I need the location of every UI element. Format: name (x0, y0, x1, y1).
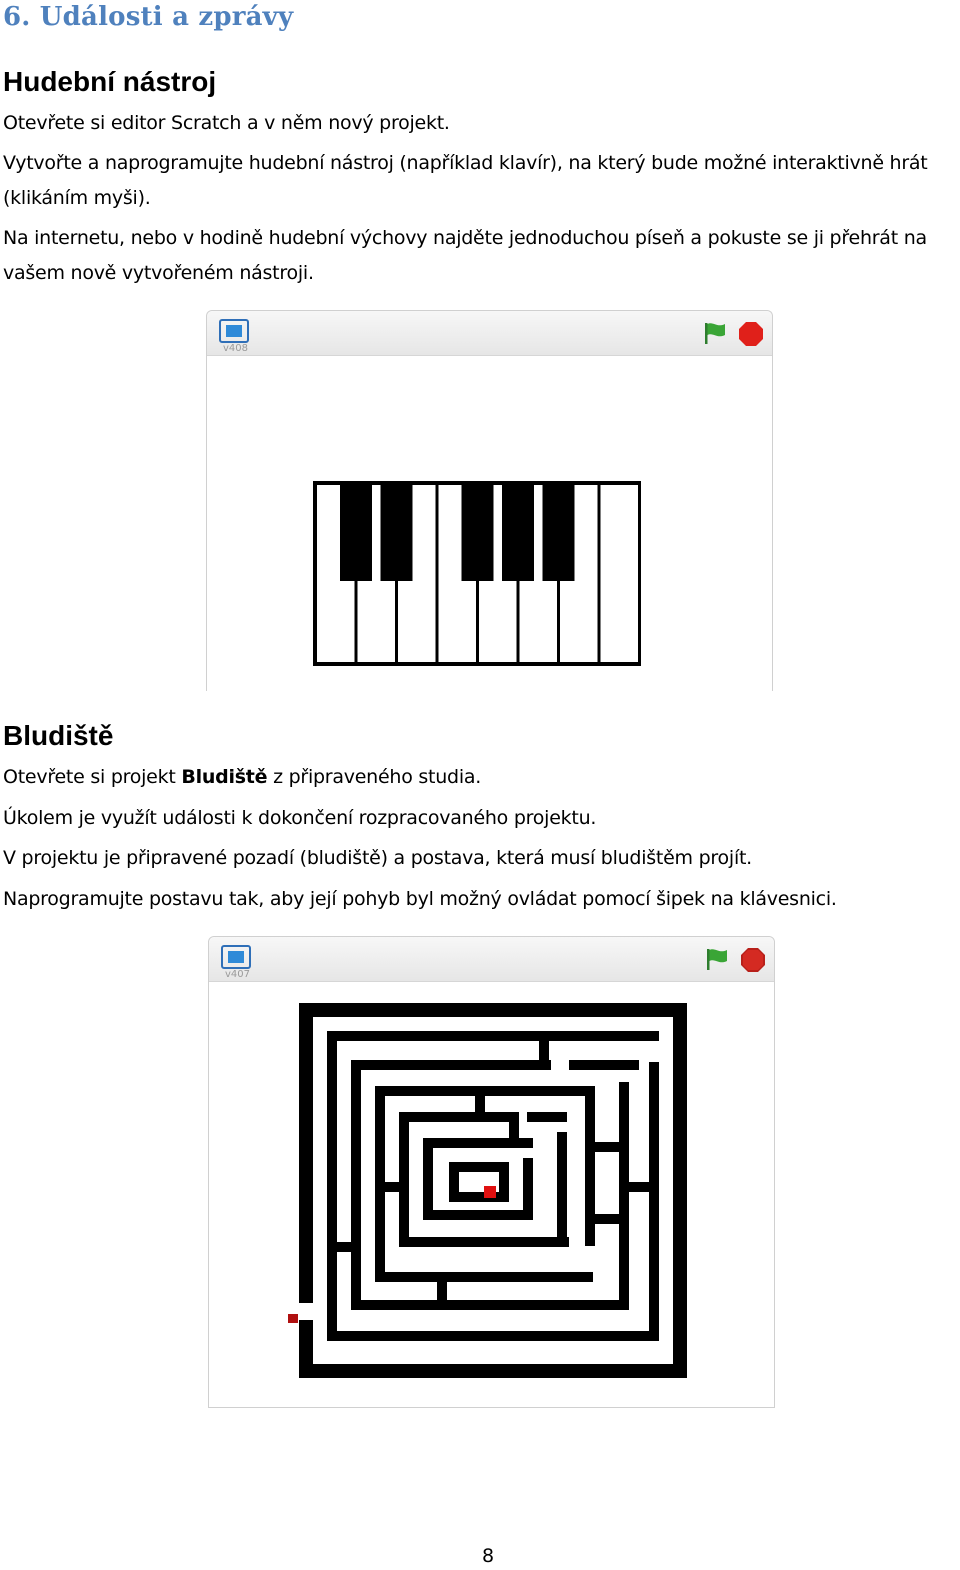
stage-canvas (209, 982, 774, 1407)
green-flag-icon[interactable] (701, 320, 729, 346)
black-key[interactable] (502, 485, 534, 581)
paragraph: Úkolem je využít události k dokončení rozpracovaného projektu. (3, 807, 597, 829)
black-key[interactable] (543, 485, 575, 581)
paragraph: Naprogramujte postavu tak, aby její pohyb byl možný ovládat pomocí šipek na klávesnici. (3, 888, 837, 910)
stage-toolbar (207, 311, 772, 356)
scratch-stage-piano (206, 310, 773, 691)
chapter-title: 6. Události a zprávy (3, 2, 294, 32)
scratch-stage-maze (208, 936, 775, 1408)
version-label: v408 (223, 343, 249, 354)
page-number: 8 (482, 1545, 495, 1567)
section-heading-maze: Bludiště (3, 720, 114, 751)
black-key[interactable] (462, 485, 494, 581)
fullscreen-icon[interactable] (219, 319, 249, 343)
stop-icon[interactable] (739, 946, 767, 974)
text: Otevřete si projekt (3, 766, 182, 788)
stage-toolbar (209, 937, 774, 982)
fullscreen-icon[interactable] (221, 945, 251, 969)
text: z připraveného studia. (267, 766, 482, 788)
paragraph (3, 760, 958, 795)
version-label: v407 (225, 969, 251, 980)
paragraph: Otevřete si editor Scratch a v něm nový projekt. (3, 112, 450, 134)
black-key[interactable] (340, 485, 372, 581)
section-heading-instrument: Hudební nástroj (3, 66, 217, 97)
player-sprite (288, 1314, 298, 1323)
white-key[interactable] (601, 485, 639, 662)
black-key[interactable] (381, 485, 413, 581)
goal-marker (484, 1186, 496, 1198)
stop-icon[interactable] (737, 320, 765, 348)
stage-canvas (207, 356, 772, 691)
project-name: Bludiště (181, 766, 268, 788)
maze-backdrop (209, 982, 774, 1406)
paragraph: Vytvořte a naprogramujte hudební nástroj (například klavír), na který bude možné interaktivně hrát (klikáním myši). (3, 152, 928, 209)
piano-keyboard (207, 356, 772, 691)
green-flag-icon[interactable] (703, 946, 731, 972)
paragraph: V projektu je připravené pozadí (bludiště) a postava, která musí bludištěm projít. (3, 847, 752, 869)
paragraph: Na internetu, nebo v hodině hudební výchovy najděte jednoduchou píseň a pokuste se ji přehrát na vašem nově vytvořeném nástroji. (3, 227, 927, 284)
